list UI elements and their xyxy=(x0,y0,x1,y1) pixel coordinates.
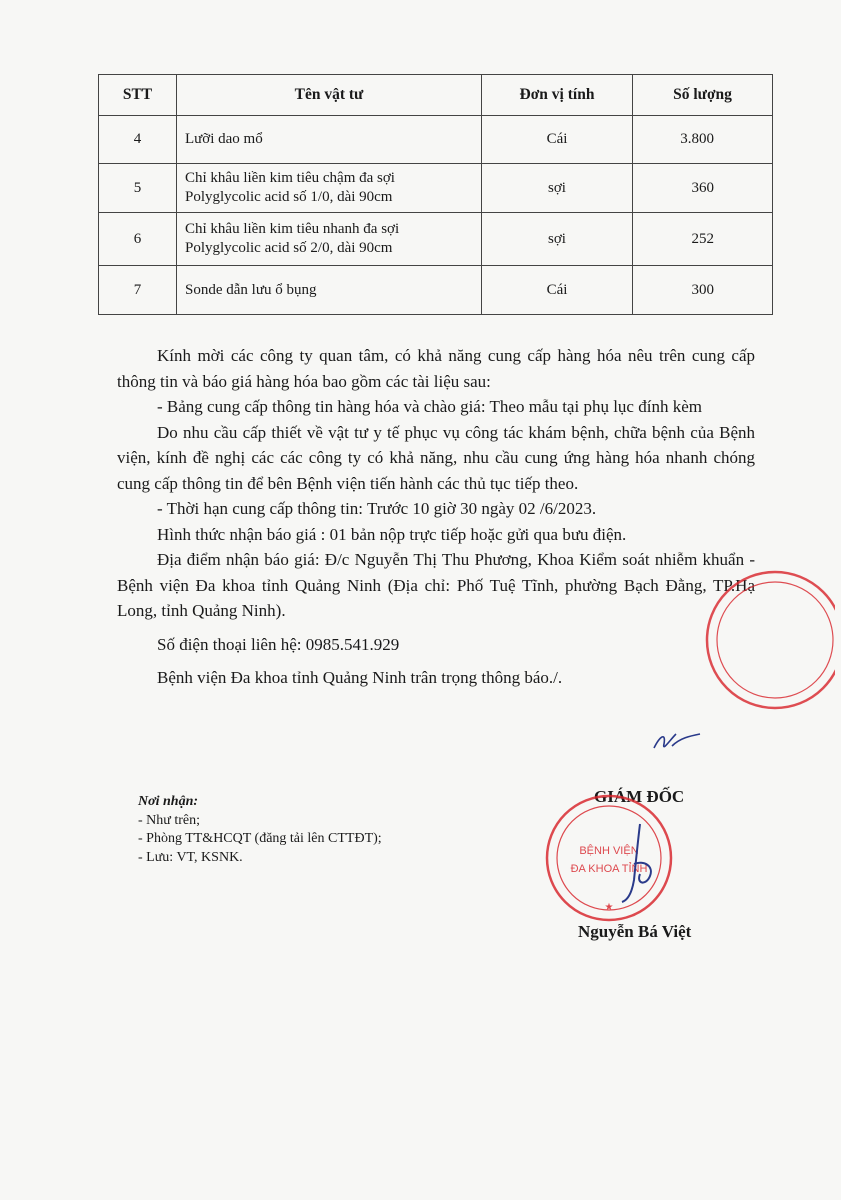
director-signature-icon xyxy=(610,820,665,905)
header-stt: STT xyxy=(99,75,177,116)
initial-signature-icon xyxy=(650,726,702,756)
cell-unit: Cái xyxy=(482,266,633,315)
cell-qty: 360 xyxy=(633,164,773,213)
cell-stt: 6 xyxy=(99,213,177,266)
cell-unit: Cái xyxy=(482,116,633,164)
recipients-block xyxy=(138,793,382,867)
cell-name-line1: Sonde dẫn lưu ổ bụng xyxy=(185,281,317,298)
table-row xyxy=(99,213,773,266)
cell-qty: 3.800 xyxy=(633,116,773,164)
paragraph-invitation: Kính mời các công ty quan tâm, có khả năng cung cấp hàng hóa nêu trên cung cấp thông tin và báo giá hàng hóa bao gồm các tài liệu sau: xyxy=(117,346,755,391)
cell-name xyxy=(177,266,482,315)
cell-name-line2: Polyglycolic acid số 1/0, dài 90cm xyxy=(185,189,393,205)
director-name: Nguyễn Bá Việt xyxy=(578,922,692,941)
cell-name xyxy=(177,164,482,213)
svg-text:★: ★ xyxy=(604,902,614,913)
table-row xyxy=(99,266,773,315)
cell-name xyxy=(177,116,482,164)
recipient-item: - Như trên; xyxy=(138,812,201,828)
paragraph-closing: Bệnh viện Đa khoa tỉnh Quảng Ninh trân trọng thông báo./. xyxy=(157,668,563,687)
cell-stt: 4 xyxy=(99,116,177,164)
paragraph-phone: Số điện thoại liên hệ: 0985.541.929 xyxy=(157,634,400,654)
header-name: Tên vật tư xyxy=(177,75,482,116)
paragraph-urgency: Do nhu cầu cấp thiết về vật tư y tế phục vụ công tác khám bệnh, chữa bệnh của Bệnh viện, kính đề nghị các các công ty có khả năng, nhu cầu cung ứng hàng hóa nhanh chóng cung cấp thông tin để bên Bệnh viện tiến hành các thủ tục tiếp theo. xyxy=(117,422,755,493)
cell-name-line2: Polyglycolic acid số 2/0, dài 90cm xyxy=(185,240,393,256)
table-row xyxy=(99,164,773,213)
cell-unit: sợi xyxy=(482,213,633,266)
cell-name xyxy=(177,213,482,266)
supplies-table xyxy=(98,74,773,315)
notice-body xyxy=(117,343,755,691)
cell-name-line1: Chỉ khâu liền kim tiêu chậm đa sợi xyxy=(185,170,395,186)
cell-stt: 5 xyxy=(99,164,177,213)
table-row xyxy=(99,116,773,164)
paragraph-deadline: - Thời hạn cung cấp thông tin: Trước 10 giờ 30 ngày 02 /6/2023. xyxy=(157,499,597,518)
table-header-row xyxy=(99,75,773,116)
cell-name-line1: Lưỡi dao mổ xyxy=(185,131,263,147)
recipients-header: Nơi nhận: xyxy=(138,794,199,809)
director-title: GIÁM ĐỐC xyxy=(594,787,685,806)
paragraph-location: Địa điểm nhận báo giá: Đ/c Nguyễn Thị Thu Phương, Khoa Kiểm soát nhiễm khuẩn - Bệnh viện Đa khoa tỉnh Quảng Ninh (Địa chỉ: Phố Tuệ Tĩnh, phường Bạch Đằng, TP.Hạ Long, tỉnh Quảng Ninh). xyxy=(117,550,755,620)
cell-qty: 252 xyxy=(633,213,773,266)
cell-qty: 300 xyxy=(633,266,773,315)
cell-stt: 7 xyxy=(99,266,177,315)
cell-unit: sợi xyxy=(482,164,633,213)
header-qty: Số lượng xyxy=(633,75,773,116)
recipient-item: - Lưu: VT, KSNK. xyxy=(138,849,243,865)
seal-line2: ĐA KHOA TỈNH xyxy=(570,863,648,875)
seal-line1: BỆNH VIỆN xyxy=(579,845,639,857)
edge-seal-icon xyxy=(700,560,835,720)
cell-name-line1: Chỉ khâu liền kim tiêu nhanh đa sợi xyxy=(185,221,400,237)
header-unit: Đơn vị tính xyxy=(482,75,633,116)
recipient-item: - Phòng TT&HCQT (đăng tải lên CTTĐT); xyxy=(138,831,382,846)
paragraph-method: Hình thức nhận báo giá : 01 bản nộp trực tiếp hoặc gửi qua bưu điện. xyxy=(157,524,627,544)
paragraph-docs: - Bảng cung cấp thông tin hàng hóa và chào giá: Theo mẫu tại phụ lục đính kèm xyxy=(157,397,702,416)
